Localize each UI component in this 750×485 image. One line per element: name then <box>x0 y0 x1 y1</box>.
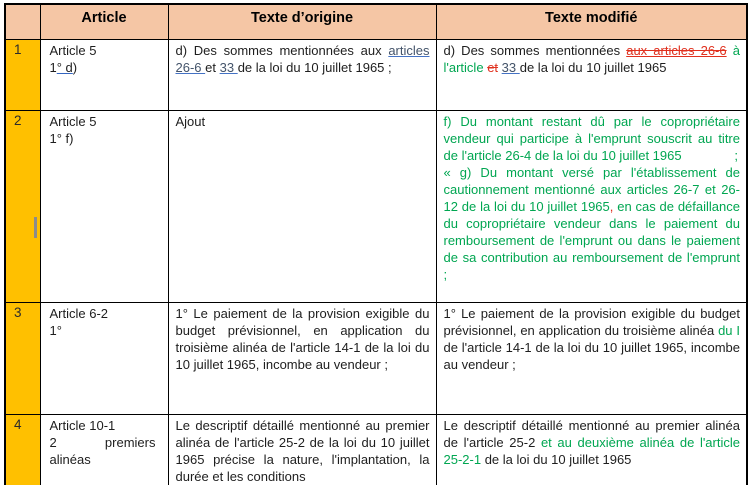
text-segment: Article 5 <box>49 42 97 58</box>
text-segment: 1° Le paiement de la provision exigible du budget prévisionnel, en application du troisième alinéa <box>443 305 740 338</box>
article-link[interactable]: 33 <box>219 59 238 75</box>
article-cell <box>40 110 168 302</box>
inserted-text: à l'article <box>443 42 740 75</box>
inserted-text: et au deuxième alinéa de l'article 25-2-1 <box>443 434 740 467</box>
revision-mark: , <box>609 198 614 214</box>
text-segment: de la loi du 10 juillet 1965 ; <box>237 59 392 75</box>
inserted-text: en cas de défaillance du copropriétaire vendeur dans le paiement du remboursement de l'emprunt ou dans le paiement de sa contribution au remboursement de l'emprunt ; <box>443 198 740 282</box>
row-number-cell <box>5 302 40 414</box>
change-marker <box>34 217 37 238</box>
table-row <box>5 302 747 414</box>
inserted-text: ; <box>734 147 738 163</box>
row-number: 3 <box>14 304 22 320</box>
text-segment: d) Des sommes mentionnées aux <box>175 42 389 58</box>
paragraph <box>50 42 156 59</box>
row-number-cell <box>5 39 40 110</box>
row-number: 2 <box>14 112 22 128</box>
text-segment: de l'article 14-1 de la loi du 10 juillet 1965, incombe au vendeur ; <box>443 339 740 372</box>
paragraph <box>444 164 741 283</box>
text-segment: 1 <box>49 59 57 75</box>
text-segment: de la loi du 10 juillet 1965 <box>519 59 667 75</box>
paragraph <box>444 113 741 164</box>
text-segment: et <box>205 59 220 75</box>
text-segment: Le descriptif détaillé mentionné au premier alinéa de l'article 25-2 <box>443 417 740 450</box>
inserted-text: « g) Du montant versé par l'établissement de cautionnement mentionné aux articles 26-7 et 26-12 de la loi du 10 juillet 1965 <box>443 164 740 214</box>
text-segment: d) Des sommes mentionnées <box>443 42 627 58</box>
row-number: 1 <box>14 41 22 57</box>
article-link[interactable]: articles 26-6 <box>175 42 430 75</box>
paragraph <box>50 417 156 434</box>
table-row <box>5 110 747 302</box>
paragraph <box>50 305 156 322</box>
paragraph <box>50 130 156 147</box>
paragraph <box>176 417 430 485</box>
paragraph <box>50 322 156 339</box>
paragraph <box>176 305 430 373</box>
text-segment: 2 premiers alinéas <box>49 434 156 467</box>
text-segment: Article 6-2 <box>49 305 109 321</box>
deleted-text: aux articles 26-6 <box>626 42 727 58</box>
paragraph <box>444 305 741 373</box>
paragraph <box>50 59 156 76</box>
text-segment: Ajout <box>175 113 206 129</box>
paragraph <box>176 42 430 76</box>
article-cell <box>40 414 168 485</box>
law-comparison-table <box>4 3 748 485</box>
paragraph <box>176 113 430 130</box>
paragraph <box>50 113 156 130</box>
origin-text-cell <box>168 414 436 485</box>
paragraph <box>444 417 741 468</box>
text-segment: Le descriptif détaillé mentionné au premier alinéa de l'article 25-2 de la loi du 10 juillet 1965 précise la nature, l'implantation, la durée et les conditions <box>175 417 430 484</box>
paragraph <box>50 434 156 468</box>
text-segment: Article 10-1 <box>49 417 116 433</box>
header-row <box>5 4 747 39</box>
text-segment: 1° <box>49 322 62 338</box>
table-row <box>5 39 747 110</box>
deleted-text: et <box>487 59 499 75</box>
origin-text-cell <box>168 39 436 110</box>
row-number: 4 <box>14 416 22 432</box>
header-article: Article <box>40 4 168 39</box>
row-number-cell <box>5 110 40 302</box>
article-link[interactable]: 33 <box>501 59 520 75</box>
header-texte-origine: Texte d’origine <box>168 4 436 39</box>
text-segment: Article 5 <box>49 113 97 129</box>
table-row <box>5 414 747 485</box>
text-segment: 1° Le paiement de la provision exigible du budget prévisionnel, en application du troisième alinéa de l'article 14-1 de la loi du 10 juillet 1965, incombe au vendeur ; <box>175 305 430 372</box>
row-number-cell <box>5 414 40 485</box>
header-texte-modifie: Texte modifié <box>436 4 747 39</box>
text-segment: 1° f) <box>49 130 74 146</box>
modified-text-cell <box>436 302 747 414</box>
underlined-text: ° d <box>56 59 73 75</box>
text-segment: de la loi du 10 juillet 1965 <box>481 451 632 467</box>
modified-text-cell <box>436 39 747 110</box>
text-segment: ) <box>72 59 78 75</box>
inserted-text: f) Du montant restant dû par le copropriétaire vendeur qui participe à l'emprunt souscrit au titre de l'article 26-4 de la loi du 10 juillet 1965 <box>443 113 740 163</box>
modified-text-cell <box>436 414 747 485</box>
article-cell <box>40 39 168 110</box>
origin-text-cell <box>168 302 436 414</box>
article-cell <box>40 302 168 414</box>
table-body <box>5 39 747 485</box>
modified-text-cell <box>436 110 747 302</box>
paragraph <box>444 42 741 76</box>
header-corner <box>5 4 40 39</box>
inserted-text: du I <box>718 322 740 338</box>
origin-text-cell <box>168 110 436 302</box>
